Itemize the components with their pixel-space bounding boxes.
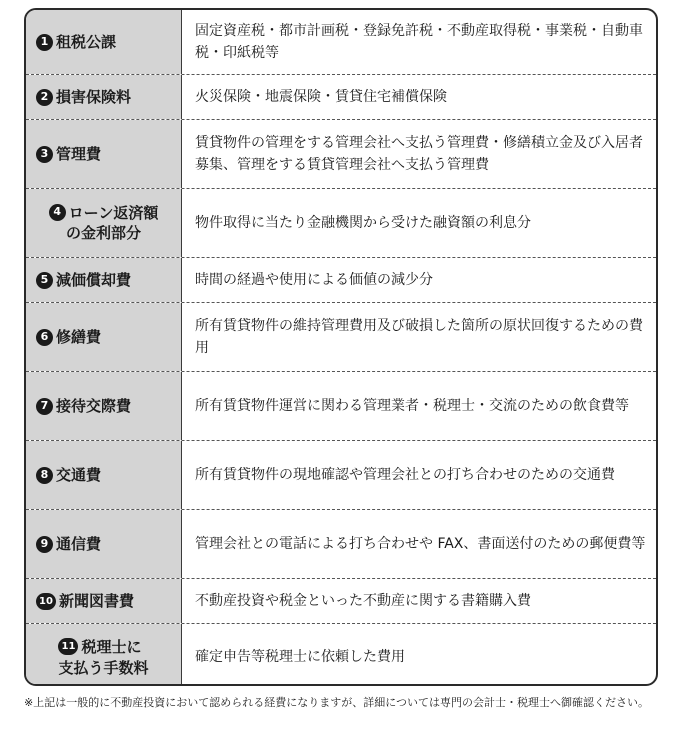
row-description: 不動産投資や税金といった不動産に関する書籍購入費 bbox=[195, 592, 531, 609]
row-label-text: 交通費 bbox=[56, 465, 102, 484]
table-row bbox=[26, 624, 656, 686]
row-description: 所有賃貸物件の維持管理費用及び破損した箇所の原状回復するための費用 bbox=[195, 317, 643, 356]
row-description: 固定資産税・都市計画税・登録免許税・不動産取得税・事業税・自動車税・印紙税等 bbox=[195, 22, 643, 61]
row-number-badge: 6 bbox=[36, 329, 53, 346]
row-label-text: 租税公課 bbox=[56, 32, 117, 51]
row-label-text: 通信費 bbox=[56, 534, 102, 553]
row-label-line: 支払う手数料 bbox=[58, 658, 149, 677]
row-label-line bbox=[49, 203, 159, 223]
row-number-badge: 10 bbox=[36, 593, 56, 610]
row-label bbox=[26, 579, 182, 623]
row-description: 時間の経過や使用による価値の減少分 bbox=[195, 271, 433, 288]
footnote: ※上記は一般的に不動産投資において認められる経費になりますが、詳細については専門の会計士・税理士へ御確認ください。 bbox=[24, 696, 649, 709]
row-label bbox=[26, 441, 182, 509]
row-label bbox=[26, 510, 182, 578]
row-description: 所有賃貸物件運営に関わる管理業者・税理士・交流のための飲食費等 bbox=[195, 397, 629, 414]
row-label bbox=[26, 120, 182, 188]
table-row bbox=[26, 10, 656, 75]
row-label-text: 修繕費 bbox=[56, 327, 102, 346]
row-description: 確定申告等税理士に依頼した費用 bbox=[195, 649, 405, 666]
row-label-text: 税理士に bbox=[81, 638, 142, 657]
expense-table bbox=[24, 8, 658, 686]
row-description: 管理会社との電話による打ち合わせや FAX、書面送付のための郵便費等 bbox=[195, 535, 646, 552]
row-description: 火災保険・地震保険・賃貸住宅補償保険 bbox=[195, 88, 447, 105]
row-number-badge: 4 bbox=[49, 204, 66, 221]
row-number-badge: 5 bbox=[36, 272, 53, 289]
row-label-text: 管理費 bbox=[56, 144, 102, 163]
table-row bbox=[26, 303, 656, 372]
row-number-badge: 7 bbox=[36, 398, 53, 415]
row-label-text: 減価償却費 bbox=[56, 270, 132, 289]
table-row bbox=[26, 120, 656, 189]
table-row bbox=[26, 441, 656, 510]
table-row bbox=[26, 579, 656, 624]
row-label bbox=[26, 189, 182, 257]
row-label-line bbox=[58, 637, 148, 657]
row-label bbox=[26, 258, 182, 302]
table-row bbox=[26, 510, 656, 579]
row-label bbox=[26, 75, 182, 119]
row-label-text: 新聞図書費 bbox=[59, 591, 135, 610]
row-description: 賃貸物件の管理をする管理会社へ支払う管理費・修繕積立金及び入居者募集、管理をする賃貸管理会社へ支払う管理費 bbox=[195, 134, 643, 173]
row-label-block bbox=[49, 203, 159, 244]
row-label bbox=[26, 372, 182, 440]
row-label-block bbox=[58, 637, 148, 678]
row-number-badge: 2 bbox=[36, 89, 53, 106]
row-number-badge: 1 bbox=[36, 34, 53, 51]
row-label-line: の金利部分 bbox=[65, 224, 141, 242]
row-number-badge: 3 bbox=[36, 146, 53, 163]
row-label bbox=[26, 10, 182, 74]
row-label-text: 接待交際費 bbox=[56, 396, 132, 415]
row-description: 所有賃貸物件の現地確認や管理会社との打ち合わせのための交通費 bbox=[195, 466, 615, 483]
row-label-text: 損害保険料 bbox=[56, 87, 132, 106]
row-number-badge: 11 bbox=[58, 638, 78, 655]
row-number-badge: 9 bbox=[36, 536, 53, 553]
row-description: 物件取得に当たり金融機関から受けた融資額の利息分 bbox=[195, 214, 531, 231]
table-row bbox=[26, 75, 656, 120]
table-row bbox=[26, 189, 656, 258]
row-number-badge: 8 bbox=[36, 467, 53, 484]
table-row bbox=[26, 372, 656, 441]
row-label bbox=[26, 624, 182, 686]
row-label bbox=[26, 303, 182, 371]
row-label-text: ローン返済額 bbox=[68, 203, 159, 222]
table-row bbox=[26, 258, 656, 303]
